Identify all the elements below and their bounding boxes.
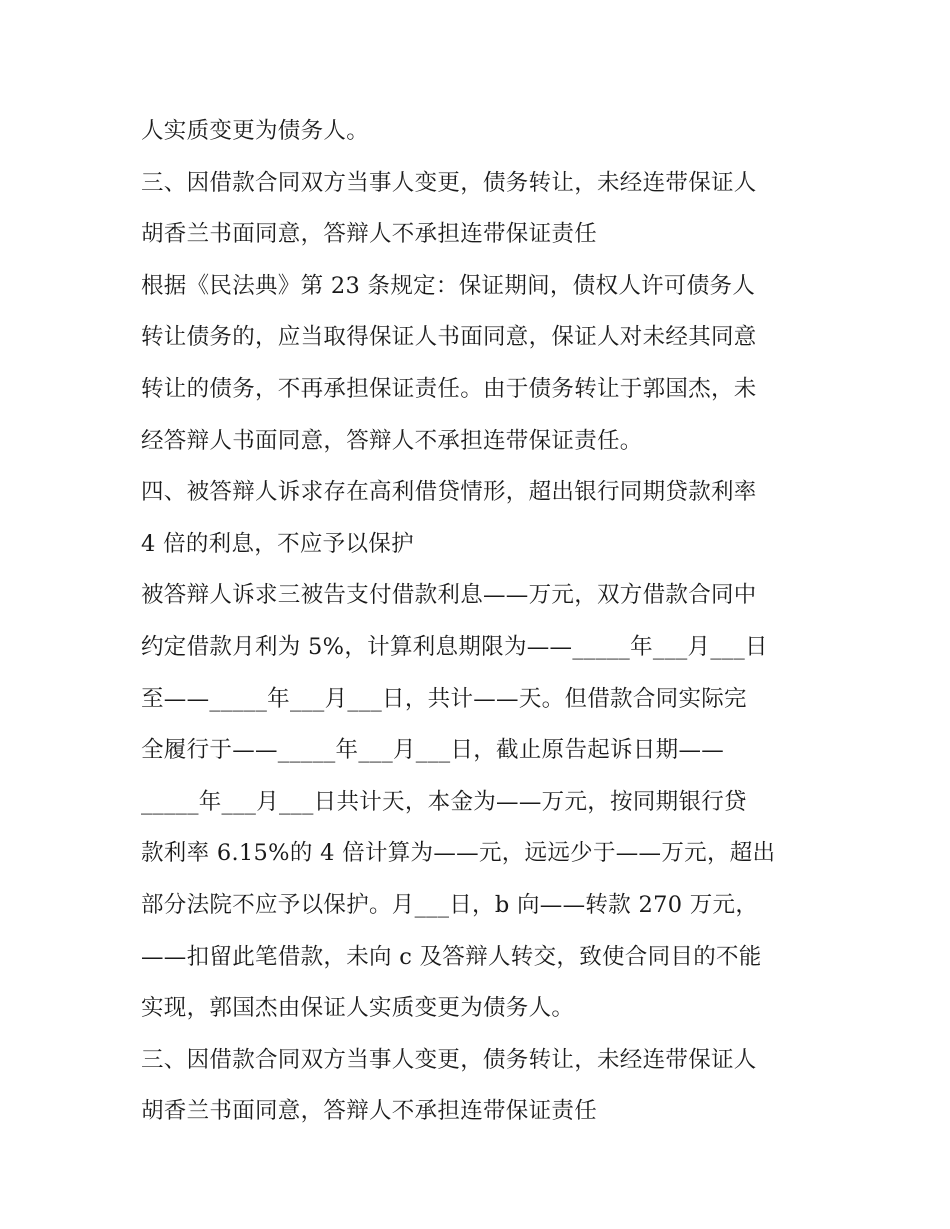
text-line: 根据《民法典》第 23 条规定：保证期间，债权人许可债务人: [141, 272, 756, 299]
text-line: 人实质变更为债务人。: [141, 118, 370, 144]
section-heading-4: 四、被答辩人诉求存在高利借贷情形，超出银行同期贷款利率: [141, 479, 757, 506]
document-body: [141, 106, 821, 1138]
text-line: 转让的债务，不再承担保证责任。由于债务转让于郭国杰，未: [141, 375, 757, 402]
text-line: 全履行于——_____年___月___日，截止原告起诉日期——: [141, 737, 725, 764]
text-line: _____年___月___日共计天，本金为——万元，按同期银行贷: [141, 788, 747, 815]
text-line: 款利率 6.15%的 4 倍计算为——元，远远少于——万元，超出: [141, 840, 776, 867]
text-line: 经答辩人书面同意，答辩人不承担连带保证责任。: [141, 427, 643, 454]
text-line: ——扣留此笔借款，未向 c 及答辩人转交，致使合同目的不能: [141, 943, 762, 970]
text-line: 转让债务的，应当取得保证人书面同意，保证人对未经其同意: [141, 324, 757, 351]
text-line: 约定借款月利为 5%，计算利息期限为——_____年___月___日: [141, 633, 768, 660]
section-heading-3-cont: 胡香兰书面同意，答辩人不承担连带保证责任: [141, 221, 598, 248]
section-heading-3: 三、因借款合同双方当事人变更，债务转让，未经连带保证人: [141, 169, 757, 196]
text-line: 实现，郭国杰由保证人实质变更为债务人。: [141, 995, 575, 1022]
text-line: 部分法院不应予以保护。月___日，b 向——转款 270 万元，: [141, 891, 759, 918]
text-line: 至——_____年___月___日，共计——天。但借款合同实际完: [141, 685, 747, 712]
section-heading-3-repeat: 三、因借款合同双方当事人变更，债务转让，未经连带保证人: [141, 1046, 757, 1073]
text-line: 被答辩人诉求三被告支付借款利息——万元，双方借款合同中: [141, 582, 757, 609]
section-heading-4-cont: 4 倍的利息，不应予以保护: [141, 530, 414, 557]
section-heading-3-repeat-cont: 胡香兰书面同意，答辩人不承担连带保证责任: [141, 1098, 598, 1125]
